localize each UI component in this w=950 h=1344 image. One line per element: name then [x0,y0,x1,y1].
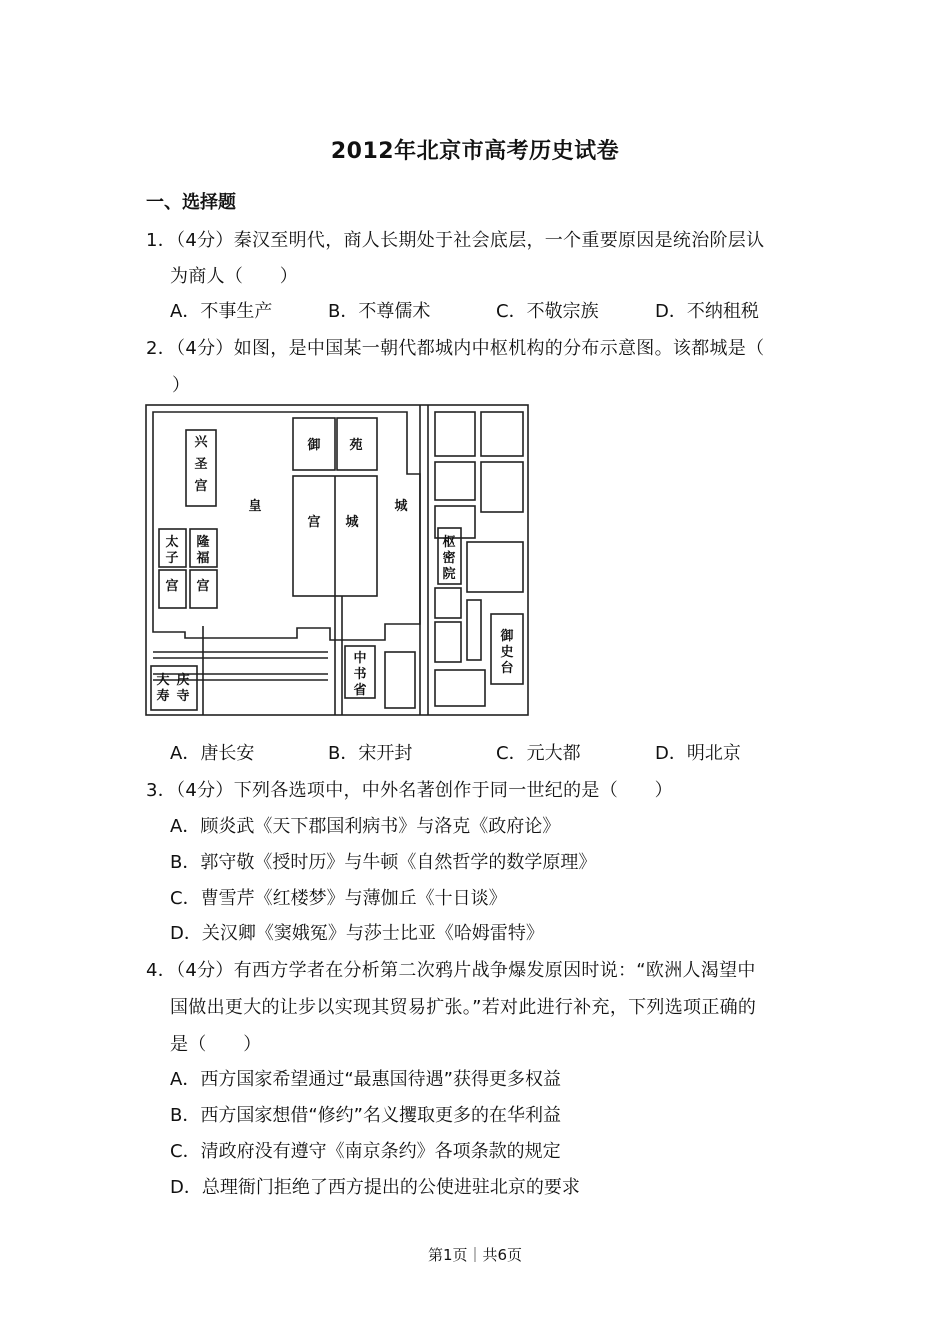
q4-stem-line1: 4．（4分）有西方学者在分析第二次鸦片战争爆发原因时说：“欧洲人渴望中 [146,960,756,981]
map-label-si: 寺 [176,689,190,704]
q2-stem-line1: 2．（4分）如图，是中国某一朝代都城内中枢机构的分布示意图。该都城是（ [146,338,765,359]
q1-stem-line1: 1．（4分）秦汉至明代，商人长期处于社会底层，一个重要原因是统治阶层认 [146,230,765,251]
q2-stem-line2: ） [172,375,191,396]
map-label-shu: 枢 [442,535,456,550]
map-label-mi: 密 [442,551,456,566]
map-label-zi: 子 [165,551,179,566]
map-label-cheng2: 城 [394,499,408,514]
q2-option-c[interactable]: C．元大都 [496,743,581,764]
map-label-gong4: 宫 [196,579,210,594]
map-label-huang: 皇 [248,499,262,514]
q3-option-d[interactable]: D．关汉卿《窦娥冤》与莎士比亚《哈姆雷特》 [170,923,544,944]
map-label-fu: 福 [196,551,210,566]
q3-option-a[interactable]: A．顾炎武《天下郡国利病书》与洛克《政府论》 [170,816,561,837]
q3-option-c[interactable]: C．曹雪芹《红楼梦》与薄伽丘《十日谈》 [170,888,507,909]
map-label-yu2: 御 [500,629,514,644]
q1-stem-line2: 为商人（ ） [170,266,299,287]
map-label-shou: 寿 [156,689,170,704]
map-label-xing: 兴 [194,435,208,450]
map-label-yuan2: 院 [442,567,456,582]
map-label-tai2: 台 [500,661,514,676]
q2-option-a[interactable]: A．唐长安 [170,743,255,764]
map-label-sheng2: 省 [353,683,367,698]
page-title: 2012年北京市高考历史试卷 [330,139,620,164]
q4-option-c[interactable]: C．清政府没有遵守《南京条约》各项条款的规定 [170,1141,561,1162]
map-label-tai: 太 [165,535,179,550]
q1-option-b[interactable]: B．不尊儒术 [328,301,431,322]
map-label-qing: 庆 [176,673,190,688]
q4-option-d[interactable]: D．总理衙门拒绝了西方提出的公使进驻北京的要求 [170,1177,580,1198]
map-label-shu2: 书 [353,667,367,682]
q4-stem-line2: 国做出更大的让步以实现其贸易扩张。”若对此进行补充，下列选项正确的 [170,997,757,1018]
q4-option-b[interactable]: B．西方国家想借“修约”名义攫取更多的在华利益 [170,1105,561,1126]
map-label-gong1: 宫 [194,479,208,494]
q2-option-b[interactable]: B．宋开封 [328,743,413,764]
section-heading: 一、选择题 [146,192,236,213]
map-label-yuan: 苑 [349,438,363,453]
page-footer: 第1页｜共6页 [427,1246,523,1264]
map-label-gong2: 宫 [307,515,321,530]
q3-option-b[interactable]: B．郭守敬《授时历》与牛顿《自然哲学的数学原理》 [170,852,597,873]
q4-stem-line3: 是（ ） [170,1034,262,1055]
map-label-zhong: 中 [353,651,367,666]
map-label-yu: 御 [307,438,321,453]
q1-option-a[interactable]: A．不事生产 [170,301,273,322]
map-label-sheng: 圣 [194,457,208,472]
map-label-long: 隆 [196,535,210,550]
map-label-da: 大 [156,673,170,688]
capital-city-map-figure [145,404,529,716]
q1-option-d[interactable]: D．不纳租税 [655,301,759,322]
q2-option-d[interactable]: D．明北京 [655,743,741,764]
q1-option-c[interactable]: C．不敬宗族 [496,301,599,322]
q4-option-a[interactable]: A．西方国家希望通过“最惠国待遇”获得更多权益 [170,1069,561,1090]
map-label-cheng1: 城 [345,515,359,530]
map-label-shi: 史 [500,645,514,660]
map-label-gong3: 宫 [165,579,179,594]
q3-stem-line1: 3．（4分）下列各选项中，中外名著创作于同一世纪的是（ ） [146,780,673,801]
